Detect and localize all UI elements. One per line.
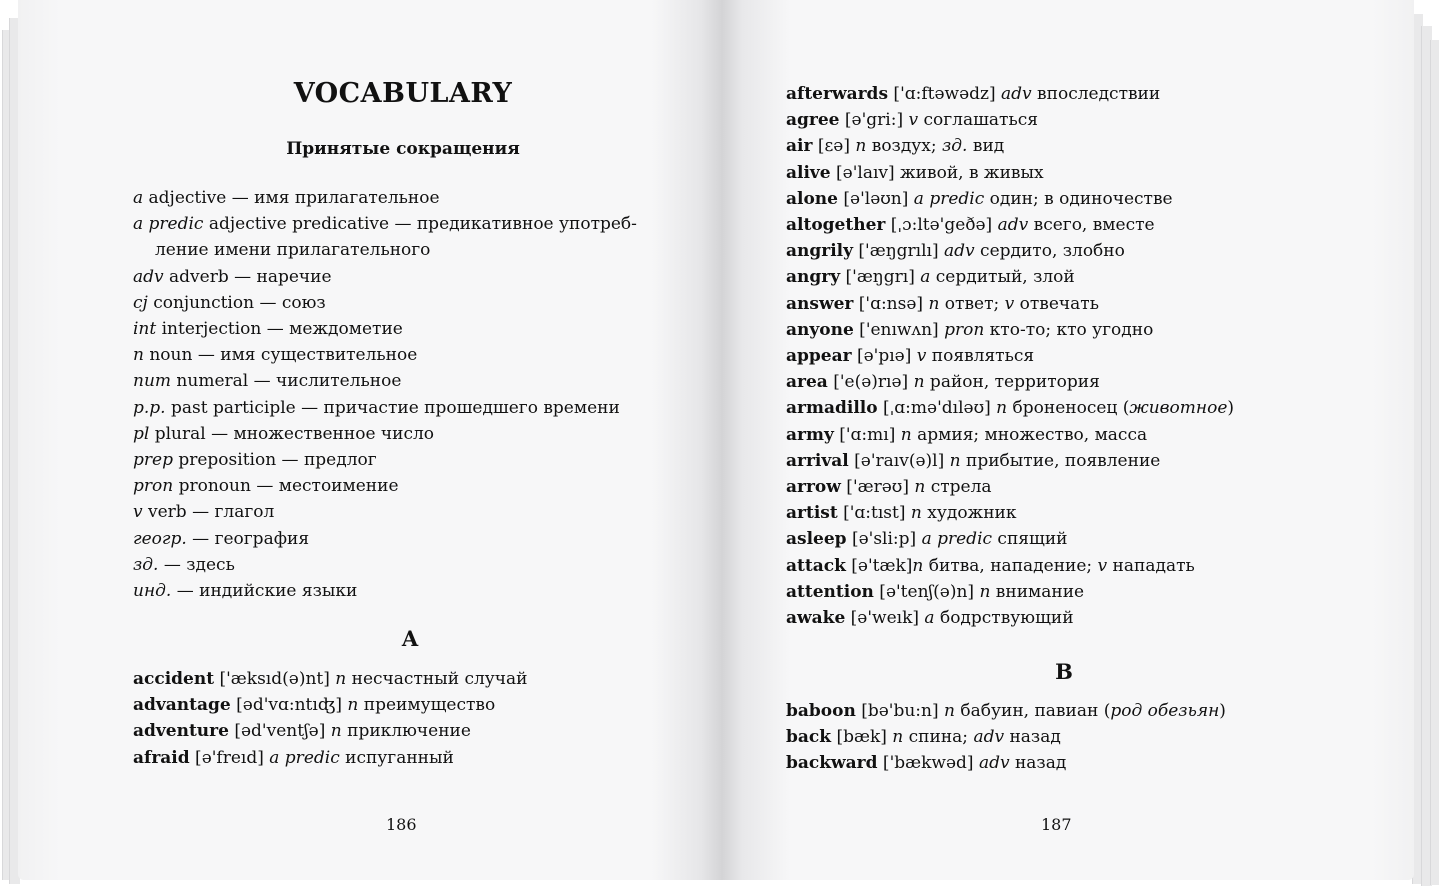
vocabulary-entry: baboon [bə'bu:n] n бабуин, павиан (род обезьян) bbox=[786, 701, 1226, 721]
section-letter-a: A bbox=[401, 626, 419, 651]
page-number-left: 186 bbox=[386, 815, 417, 834]
vocabulary-entry: backward ['bækwəd] adv назад bbox=[786, 753, 1067, 774]
abbreviation-item: pron pronoun — местоимение bbox=[133, 476, 399, 497]
vocabulary-entry: agree [ə'gri:] v соглашаться bbox=[786, 110, 1038, 131]
vocabulary-entry: asleep [ə'sli:p] a predic спящий bbox=[786, 529, 1068, 550]
vocabulary-entry: army ['ɑ:mı] n армия; множество, масса bbox=[786, 424, 1148, 445]
vocabulary-entry: alone [ə'ləʊn] a predic один; в одиночестве bbox=[786, 188, 1173, 209]
vocabulary-entry: answer ['ɑ:nsə] n ответ; v отвечать bbox=[786, 293, 1099, 314]
vocabulary-entry: awake [ə'weık] a бодрствующий bbox=[786, 608, 1074, 629]
abbreviation-item: int interjection — междометие bbox=[133, 319, 403, 340]
abbreviation-item: v verb — глагол bbox=[133, 502, 275, 523]
vocabulary-entry: air [εə] n воздух; зд. вид bbox=[786, 136, 1005, 157]
abbreviation-item: p.p. past participle — причастие прошедшего времени bbox=[133, 397, 620, 418]
vocabulary-entry: afraid [ə'freıd] a predic испуганный bbox=[133, 747, 454, 768]
vocabulary-entry: afterwards ['ɑ:ftəwədz] adv впоследствии bbox=[786, 84, 1161, 104]
vocabulary-entry: attention [ə'tenʃ(ə)n] n внимание bbox=[786, 581, 1085, 602]
vocabulary-entry: arrival [ə'raıv(ə)l] n прибытие, появление bbox=[786, 450, 1161, 471]
vocabulary-entry: back [bæk] n спина; adv назад bbox=[786, 727, 1061, 748]
vocabulary-entry: adventure [əd'ventʃə] n приключение bbox=[133, 721, 471, 742]
vocabulary-entry: angry ['æŋgrı] a сердитый, злой bbox=[786, 267, 1075, 288]
abbreviation-item: cj conjunction — союз bbox=[133, 292, 326, 313]
abbreviation-item: n noun — имя существительное bbox=[133, 345, 418, 366]
abbreviations-subtitle: Принятые сокращения bbox=[286, 139, 520, 159]
right-page-edges-outermost bbox=[1430, 40, 1439, 885]
vocabulary-entry: alive [ə'laıv] живой, в живых bbox=[786, 162, 1044, 183]
vocabulary-entry: accident ['æksıd(ə)nt] n несчастный случай bbox=[133, 669, 528, 689]
vocabulary-entries-a-left bbox=[133, 666, 653, 771]
vocabulary-entry: attack [ə'tæk]n битва, нападение; v нападать bbox=[786, 555, 1195, 576]
vocabulary-entry: artist ['ɑ:tıst] n художник bbox=[786, 503, 1017, 524]
vocabulary-entry: anyone ['enıwʌn] pron кто-то; кто угодно bbox=[786, 319, 1154, 340]
vocabulary-entry: angrily ['æŋgrılı] adv сердито, злобно bbox=[786, 241, 1125, 262]
vocabulary-entries-b bbox=[786, 698, 1346, 777]
section-letter-b: B bbox=[1055, 659, 1073, 684]
vocabulary-entries-a-right bbox=[786, 81, 1346, 631]
vocabulary-entry: area ['e(ə)rıə] n район, территория bbox=[786, 372, 1100, 393]
abbreviation-item: adv adverb — наречие bbox=[133, 266, 332, 287]
abbreviation-item: инд. — индийские языки bbox=[133, 581, 358, 602]
abbreviation-item: зд. — здесь bbox=[133, 554, 235, 575]
vocabulary-entry: altogether [ˌɔ:ltə'geðə] adv всего, вместе bbox=[786, 215, 1155, 236]
page-number-right: 187 bbox=[1041, 815, 1072, 834]
abbreviation-item: num numeral — числительное bbox=[133, 371, 402, 392]
abbreviation-item: a predic adjective predicative — предикативное употреб- bbox=[133, 214, 637, 235]
abbreviation-item-continuation: ление имени прилагательного bbox=[155, 240, 431, 261]
vocabulary-entry: appear [ə'pıə] v появляться bbox=[786, 346, 1035, 367]
vocabulary-entry: advantage [əd'vɑ:ntıʤ] n преимущество bbox=[133, 695, 496, 716]
vocabulary-entry: arrow ['ærəʊ] n стрела bbox=[786, 477, 992, 498]
vocabulary-title: VOCABULARY bbox=[293, 78, 513, 109]
abbreviation-item: геогр. — география bbox=[133, 528, 310, 549]
vocabulary-entry: armadillo [ˌɑ:mə'dıləʊ] n броненосец (животное) bbox=[786, 398, 1235, 419]
abbreviation-item: prep preposition — предлог bbox=[133, 450, 377, 471]
abbreviation-item: pl plural — множественное число bbox=[133, 423, 435, 444]
abbreviations-list bbox=[133, 185, 653, 604]
abbreviation-item: a adjective — имя прилагательное bbox=[133, 188, 440, 208]
